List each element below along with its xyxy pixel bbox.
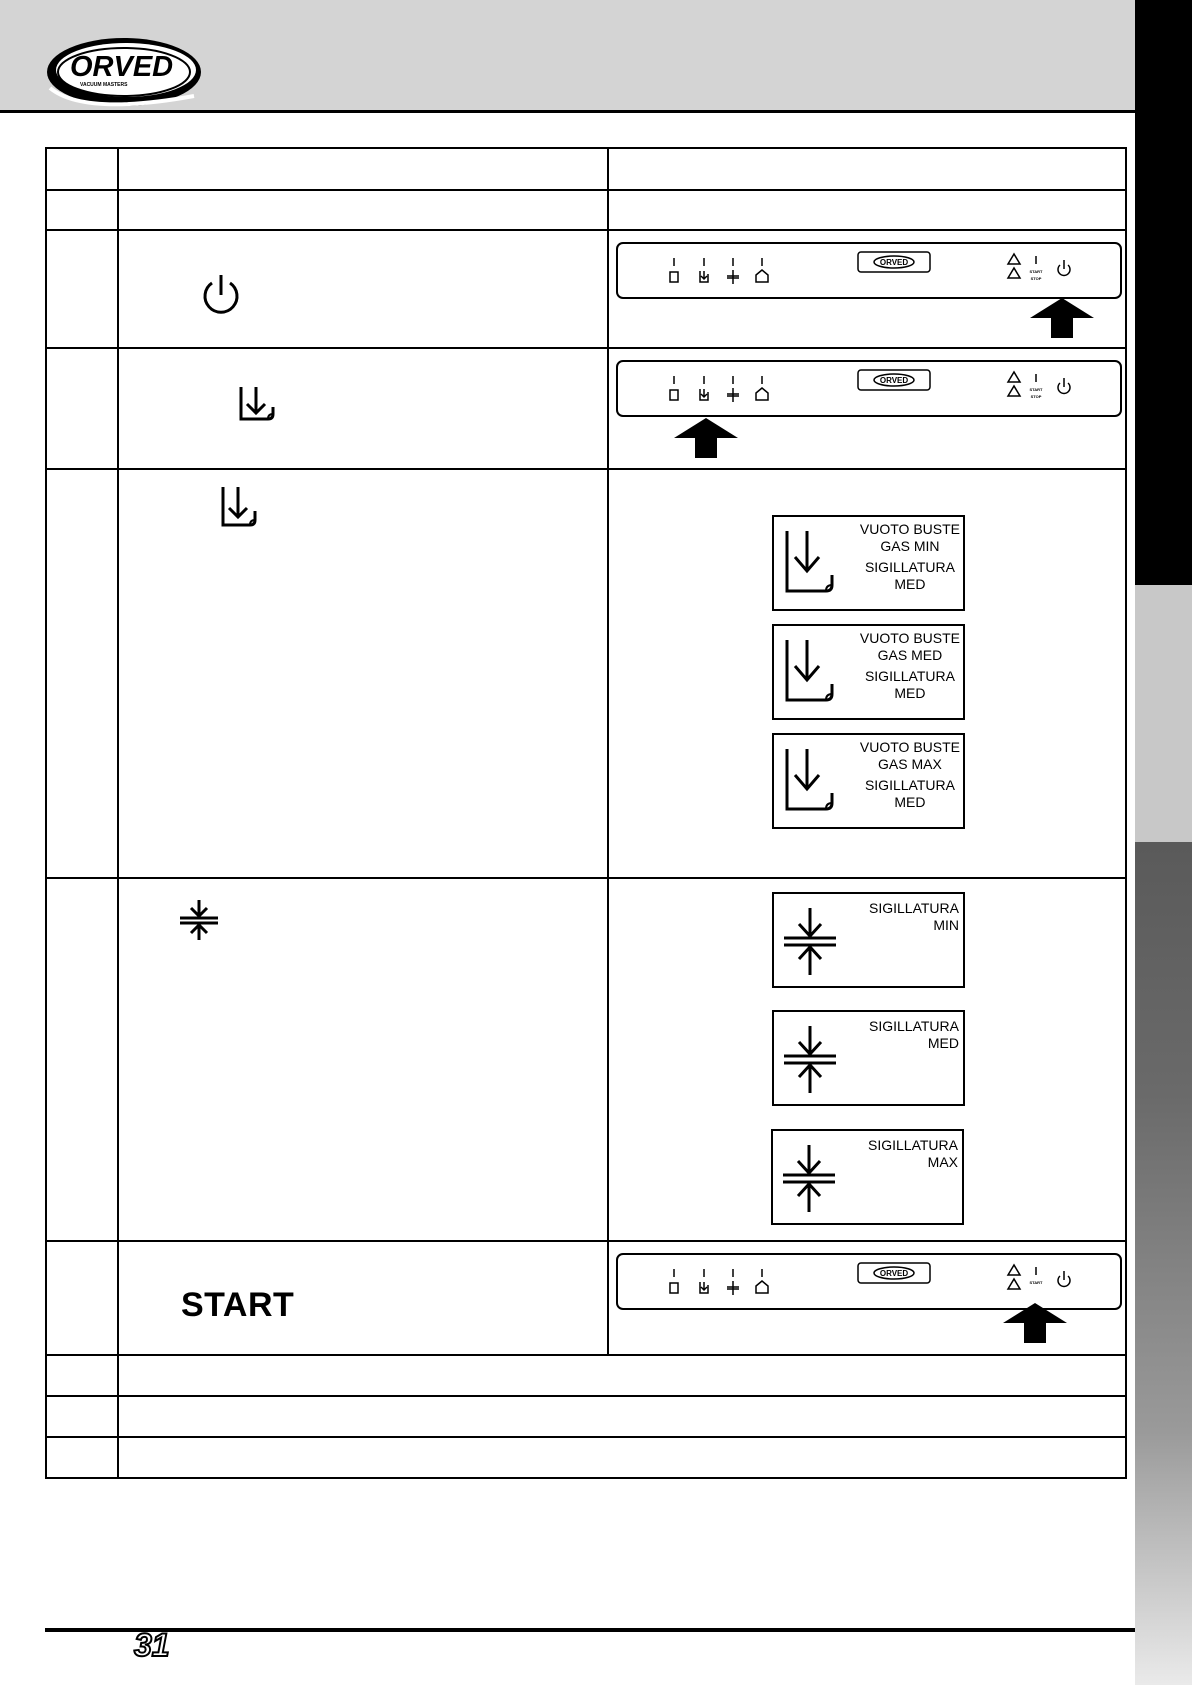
row-divider xyxy=(45,347,1127,349)
row-divider xyxy=(45,1240,1127,1242)
sidebar-band-grey xyxy=(1135,585,1192,842)
row-divider xyxy=(45,468,1127,470)
seal-icon xyxy=(178,898,220,947)
lcd-text: SIGILLATURA MED xyxy=(869,1018,959,1051)
control-panel-vacuum xyxy=(616,360,1122,417)
logo-text: ORVED xyxy=(70,51,174,83)
lcd-vacuum-gas-max xyxy=(772,733,965,829)
up-arrow-icon xyxy=(674,418,738,463)
up-arrow-icon xyxy=(1003,1303,1067,1348)
logo-subtext: VACUUM MASTERS xyxy=(80,82,128,88)
up-arrow-icon xyxy=(1030,298,1094,343)
row-divider xyxy=(45,1354,1127,1356)
lcd-vacuum-gas-med xyxy=(772,624,965,720)
row-divider xyxy=(45,877,1127,879)
panel-logo-text: ORVED xyxy=(879,376,909,385)
vacuum-bag-icon xyxy=(220,485,260,536)
panel-logo-text: ORVED xyxy=(879,1269,909,1278)
panel-stop-text: STOP xyxy=(1030,276,1042,281)
control-panel-start xyxy=(616,1253,1122,1310)
start-label: START xyxy=(181,1286,295,1324)
sidebar-band-gradient xyxy=(1135,842,1192,1685)
control-panel-power xyxy=(616,242,1122,299)
lcd-text: VUOTO BUSTE GAS MAX SIGILLATURA MED xyxy=(859,739,960,810)
footer-rule xyxy=(45,1628,1135,1632)
sidebar-band-black xyxy=(1135,0,1192,585)
power-icon xyxy=(200,273,242,324)
lcd-seal-min xyxy=(772,892,965,988)
lcd-text: VUOTO BUSTE GAS MIN SIGILLATURA MED xyxy=(859,521,960,592)
lcd-text: VUOTO BUSTE GAS MED SIGILLATURA MED xyxy=(859,630,960,701)
lcd-seal-max xyxy=(771,1129,964,1225)
row-divider xyxy=(45,229,1127,231)
lcd-vacuum-gas-min xyxy=(772,515,965,611)
lcd-text: SIGILLATURA MIN xyxy=(869,900,959,933)
panel-logo-text: ORVED xyxy=(879,258,909,267)
lcd-seal-med xyxy=(772,1010,965,1106)
row-divider xyxy=(45,1395,1127,1397)
page-number: 31 xyxy=(134,1627,170,1663)
panel-start-text: START xyxy=(1029,1280,1043,1285)
panel-start-text: START xyxy=(1029,269,1043,274)
panel-stop-text: STOP xyxy=(1030,394,1042,399)
row-divider xyxy=(45,1436,1127,1438)
col-divider-image xyxy=(607,147,609,1355)
orved-logo xyxy=(44,36,204,117)
lcd-text: SIGILLATURA MAX xyxy=(868,1137,958,1170)
panel-start-text: START xyxy=(1029,387,1043,392)
row-divider xyxy=(45,189,1127,191)
vacuum-bag-icon xyxy=(238,385,278,430)
